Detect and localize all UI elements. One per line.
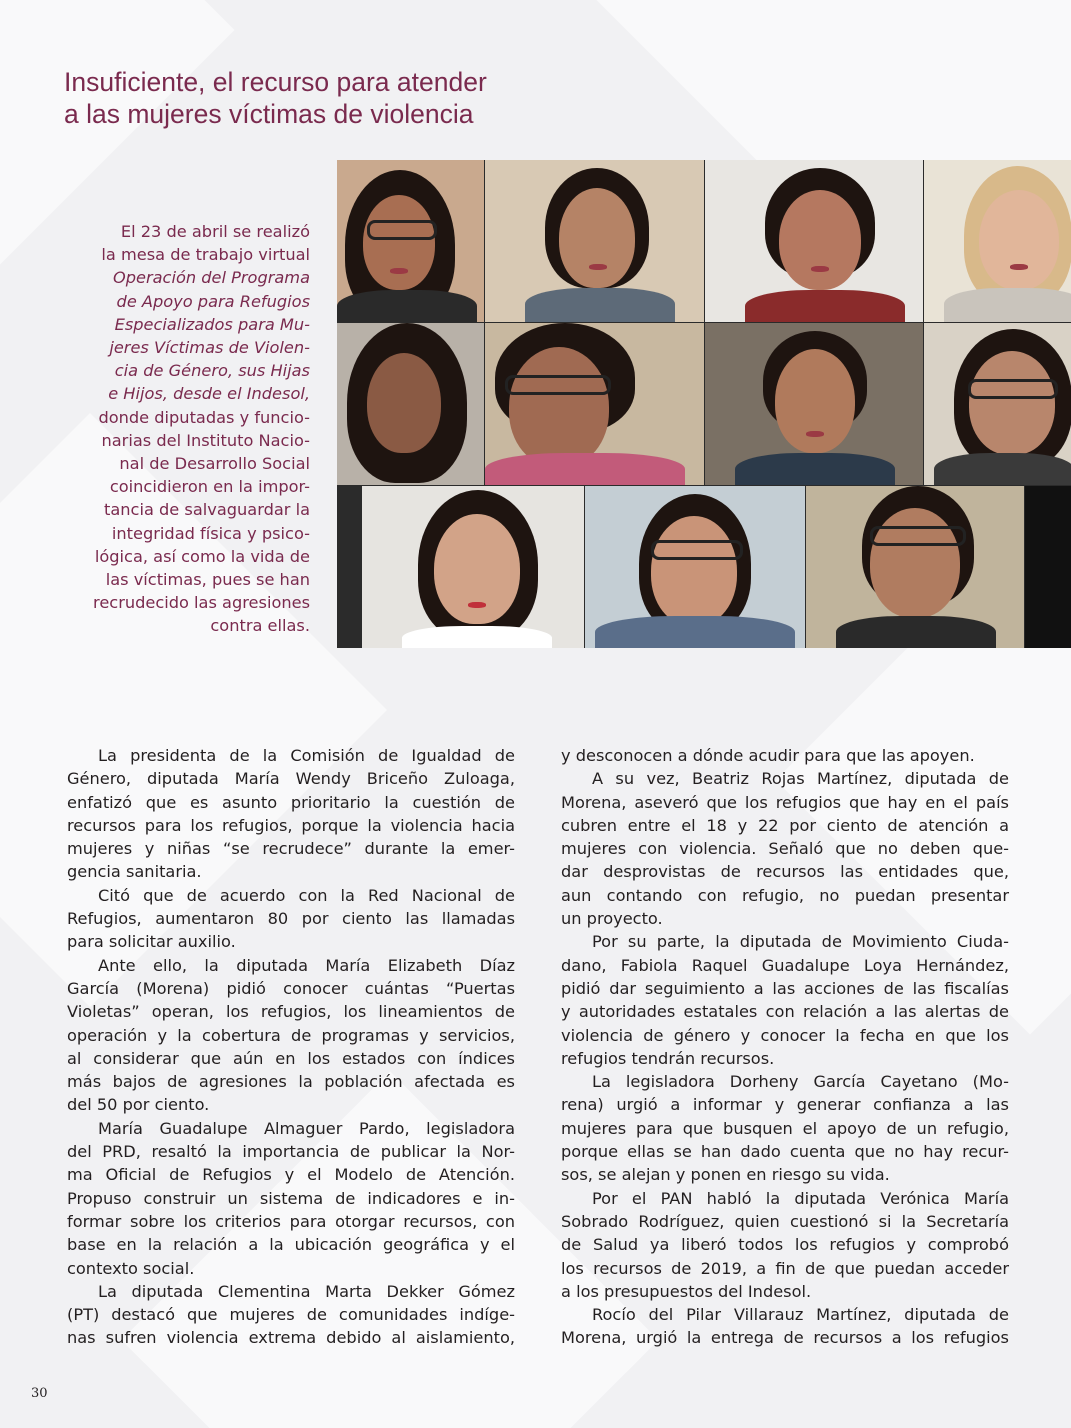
body-text-line: mujeres y niñas “se recrudece” durante la emer- [67,839,515,859]
participant-tile [705,323,923,485]
lead-line: lógica, así como la vida de [94,546,310,566]
participant-tile [806,486,1024,648]
lead-line: tancia de salvaguardar la [104,500,310,520]
lead-line: integridad física y psico- [111,523,310,543]
body-text-line: aun contando con refugio, no puedan presentar [561,885,1009,905]
body-text-line: porque ellas se han dado cuenta que no hay recur- [561,1142,1009,1162]
body-text-line: de Salud ya liberó todos los refugios y comprobó [561,1235,1009,1255]
article-body-right-column [561,744,1009,1350]
body-text-line: del 50 por ciento. [67,1095,210,1115]
body-text-line: Rocío del Pilar Villarauz Martínez, diputada de [592,1305,1009,1325]
body-text-line: Género, diputada María Wendy Briceño Zuloaga, [67,769,515,789]
lead-line: narias del Instituto Nacio- [101,430,310,450]
body-text-line: recursos para los refugios, porque la violencia hacia [67,815,515,835]
body-text-line: contexto social. [67,1258,195,1278]
body-text-line: Propuso construir un sistema de indicadores e in- [67,1188,515,1208]
body-text-line: gencia sanitaria. [67,862,202,882]
lead-line: El 23 de abril se realizó [120,222,310,241]
participant-tile [585,486,805,648]
body-text-line: los recursos de 2019, a fin de que puedan acceder [561,1258,1009,1278]
participant-tile [1025,486,1071,648]
body-text-line: más bajos de agresiones la población afectada es [67,1072,515,1092]
body-text-line: rena) urgió a informar y generar confianza a las [561,1095,1009,1115]
body-text-line: ma Oficial de Refugios y el Modelo de Atención. [67,1165,515,1185]
lead-paragraph [60,220,310,638]
body-text-line: base en la relación a la ubicación geográfica y el [67,1235,515,1255]
body-text-line: y autoridades estatales con relación a las alertas de [561,1002,1009,1022]
body-text-line: Morena, aseveró que los refugios que hay en el país [561,792,1009,812]
body-text-line: Por su parte, la diputada de Movimiento Ciuda- [592,932,1009,952]
body-text-line: violencia de género y conocer la fecha en que los [561,1025,1009,1045]
page-number: 30 [31,1386,48,1401]
body-text-line: (PT) destacó que mujeres de comunidades indíge- [67,1305,515,1325]
body-text-line: cubren entre el 18 y 22 por ciento de atención a [561,815,1009,835]
body-text-line: La diputada Clementina Marta Dekker Gómez [98,1281,515,1301]
body-text-line: enfatizó que es asunto prioritario la cuestión de [67,792,515,812]
lead-line: la mesa de trabajo virtual [101,245,310,265]
participant-tile [337,160,484,322]
participant-tile [362,486,584,648]
body-text-line: operación y la cobertura de programas y servicios, [67,1025,515,1045]
body-text-line: García (Morena) pidió conocer cuántas “Puertas [67,978,515,998]
lead-line: contra ellas. [210,616,310,636]
lead-line: de Apoyo para Refugios [116,291,310,311]
lead-line: cia de Género, sus Hijas [114,361,310,381]
body-text-line: un proyecto. [561,909,663,929]
body-text-line: pidió dar seguimiento a las acciones de las fiscalías [561,978,1009,998]
body-text-line: Citó que de acuerdo con la Red Nacional de [98,885,515,905]
body-text-line: mujeres con violencia. Señaló que no deben que- [561,839,1009,859]
lead-line: nal de Desarrollo Social [119,454,310,474]
body-text-line: Por el PAN habló la diputada Verónica María [592,1188,1009,1208]
participant-tile [924,160,1071,322]
body-text-line: Sobrado Rodríguez, quien cuestionó si la Secretaría [561,1211,1009,1231]
body-text-line: Ante ello, la diputada María Elizabeth Díaz [98,955,515,975]
lead-line: coincidieron en la impor- [109,477,310,497]
body-text-line: para solicitar auxilio. [67,932,236,952]
body-text-line: formar sobre los criterios para otorgar recursos, con [67,1211,515,1231]
participant-tile [485,160,704,322]
lead-line: las víctimas, pues se han [105,570,310,590]
body-text-line: sos, se alejan y ponen en riesgo su vida. [561,1165,890,1185]
lead-line: e Hijos, desde el Indesol, [108,384,310,404]
lead-line: recrudecido las agresiones [93,593,310,613]
body-text-line: refugios tendrán recursos. [561,1048,775,1068]
body-text-line: A su vez, Beatriz Rojas Martínez, diputada de [592,769,1009,789]
participant-tile [705,160,923,322]
title-line-1: Insuficiente, el recurso para atender [64,67,487,97]
title-line-2: a las mujeres víctimas de violencia [64,99,474,129]
body-text-line: Violetas” operan, los refugios, los lineamientos de [67,1002,515,1022]
video-call-photo [337,160,1071,648]
participant-tile [485,323,704,485]
body-text-line: Refugios, aumentaron 80 por ciento las llamadas [67,909,515,929]
lead-line: jeres Víctimas de Violen- [109,338,310,358]
lead-line: donde diputadas y funcio- [98,407,310,427]
body-text-line: La presidenta de la Comisión de Igualdad de [98,746,515,765]
lead-line: Especializados para Mu- [114,314,310,334]
lead-line: Operación del Programa [113,268,310,288]
participant-tile [337,323,484,485]
body-text-line: nas sufren violencia extrema debido al aislamiento, [67,1328,515,1348]
body-text-line: al considerar que aún en los estados con índices [67,1048,515,1068]
body-text-line: a los presupuestos del Indesol. [561,1281,812,1301]
body-text-line: dar desprovistas de recursos las entidades que, [561,862,1009,882]
article-title [64,66,624,130]
body-text-line: Morena, urgió la entrega de recursos a los refugios [561,1328,1009,1348]
participant-tile [924,323,1071,485]
body-text-line: del PRD, resaltó la importancia de publicar la Nor- [67,1142,515,1162]
body-text-line: María Guadalupe Almaguer Pardo, legisladora [98,1118,515,1138]
body-text-line: dano, Fabiola Raquel Guadalupe Loya Hernández, [561,955,1009,975]
body-text-line: mujeres para que busquen el apoyo de un refugio, [561,1118,1009,1138]
article-body-left-column [67,744,515,1350]
body-text-line: La legisladora Dorheny García Cayetano (Mo- [592,1072,1009,1092]
body-text-line: y desconocen a dónde acudir para que las apoyen. [561,746,975,765]
